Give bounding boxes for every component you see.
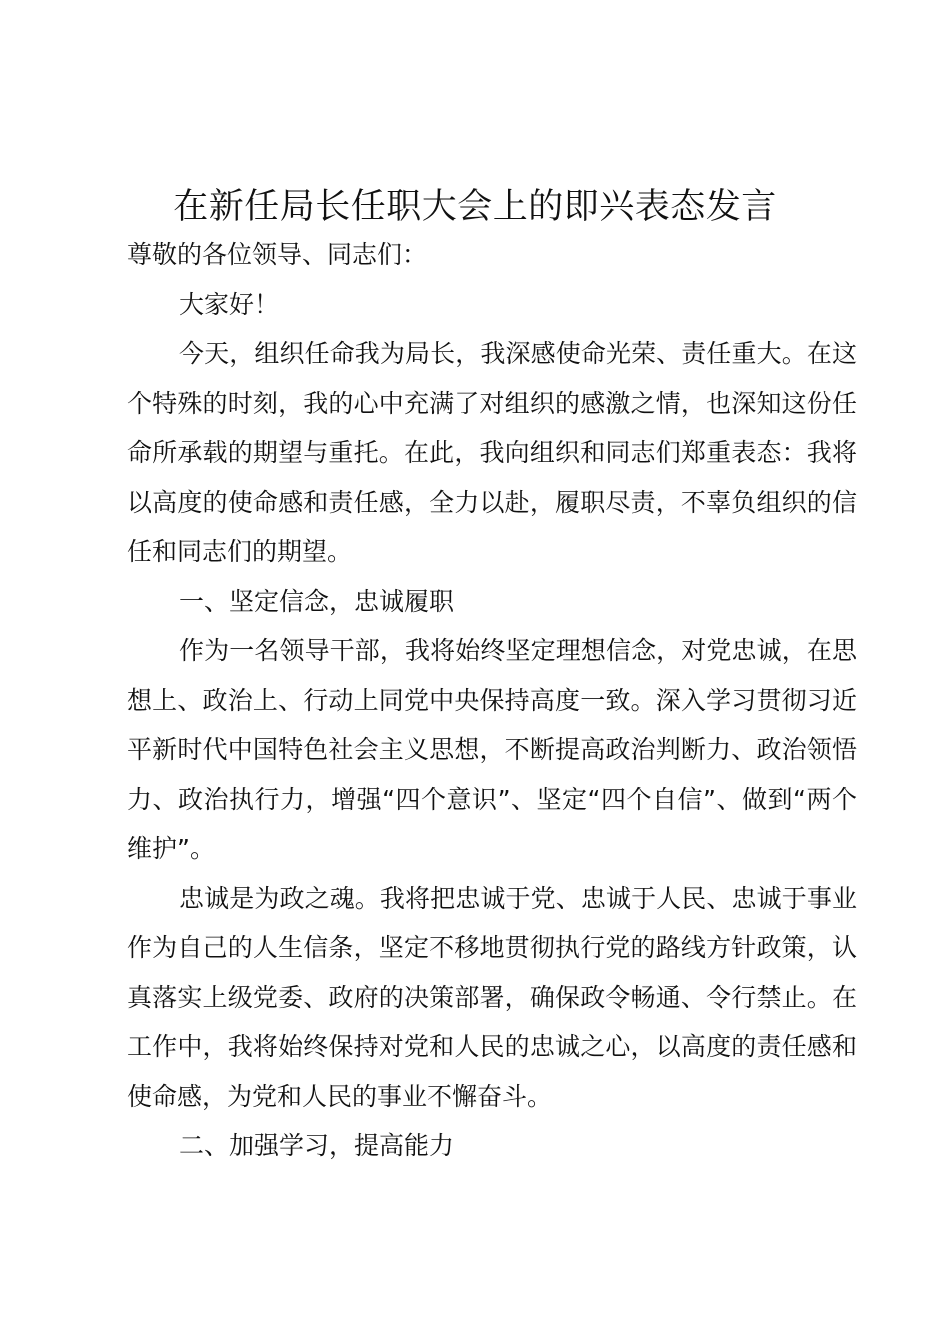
paragraph-intro: 今天，组织任命我为局长，我深感使命光荣、责任重大。在这个特殊的时刻，我的心中充满了对组织的感激之情，也深知这份任命所承载的期望与重托。在此，我向组织和同志们郑重表态：我将以高度的使命感和责任感，全力以赴，履职尽责，不辜负组织的信任和同志们的期望。 xyxy=(127,339,857,566)
document-body xyxy=(127,230,857,1171)
greeting: 大家好！ xyxy=(179,289,280,319)
paragraph-section-1b: 忠诚是为政之魂。我将把忠诚于党、忠诚于人民、忠诚于事业作为自己的人生信条，坚定不移地贯彻执行党的路线方针政策，认真落实上级党委、政府的决策部署，确保政令畅通、令行禁止。在工作中，我将始终保持对党和人民的忠诚之心，以高度的责任感和使命感，为党和人民的事业不懈奋斗。 xyxy=(127,883,857,1111)
section-heading-1: 一、坚定信念，忠诚履职 xyxy=(179,586,455,616)
paragraph-section-1a: 作为一名领导干部，我将始终坚定理想信念，对党忠诚，在思想上、政治上、行动上同党中央保持高度一致。深入学习贯彻习近平新时代中国特色社会主义思想，不断提高政治判断力、政治领悟力、政治执行力，增强“四个意识”、坚定“四个自信”、做到“两个维护”。 xyxy=(127,636,857,863)
salutation: 尊敬的各位领导、同志们： xyxy=(127,240,428,269)
section-heading-2: 二、加强学习，提高能力 xyxy=(179,1131,455,1160)
document-title: 在新任局长任职大会上的即兴表态发言 xyxy=(173,187,777,227)
